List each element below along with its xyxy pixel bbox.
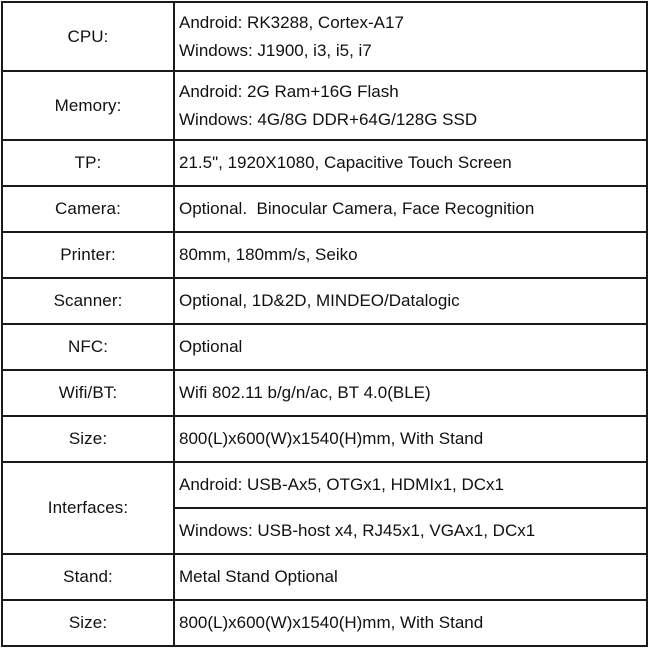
- spec-value-scanner: Optional, 1D&2D, MINDEO/Datalogic: [174, 278, 647, 324]
- spec-label-tp: TP:: [2, 140, 174, 186]
- spec-label-memory: Memory:: [2, 71, 174, 140]
- spec-row-interfaces: [2, 462, 647, 508]
- spec-label-wifi-bt: Wifi/BT:: [2, 370, 174, 416]
- spec-value-camera: Optional. Binocular Camera, Face Recognition: [174, 186, 647, 232]
- spec-row-printer: [2, 232, 647, 278]
- spec-label-camera: Camera:: [2, 186, 174, 232]
- spec-value-line: Android: 2G Ram+16G Flash: [179, 81, 399, 101]
- spec-table: [1, 1, 648, 647]
- spec-row-wifi-bt: [2, 370, 647, 416]
- spec-value-nfc: Optional: [174, 324, 647, 370]
- spec-value-cpu: [174, 2, 647, 71]
- spec-row-tp: [2, 140, 647, 186]
- spec-label-nfc: NFC:: [2, 324, 174, 370]
- spec-row-cpu: [2, 2, 647, 71]
- spec-value-interfaces-android: Android: USB-Ax5, OTGx1, HDMIx1, DCx1: [174, 462, 647, 508]
- spec-label-stand: Stand:: [2, 554, 174, 600]
- spec-label-cpu: CPU:: [2, 2, 174, 71]
- spec-value-interfaces-windows: Windows: USB-host x4, RJ45x1, VGAx1, DCx1: [174, 508, 647, 554]
- spec-value-line: Windows: 4G/8G DDR+64G/128G SSD: [179, 109, 478, 129]
- spec-value-size: 800(L)x600(W)x1540(H)mm, With Stand: [174, 416, 647, 462]
- spec-value-line: Android: RK3288, Cortex-A17: [179, 12, 404, 32]
- spec-row-stand: [2, 554, 647, 600]
- spec-value-stand: Metal Stand Optional: [174, 554, 647, 600]
- spec-row-scanner: [2, 278, 647, 324]
- spec-value-wifi-bt: Wifi 802.11 b/g/n/ac, BT 4.0(BLE): [174, 370, 647, 416]
- spec-row-size: [2, 416, 647, 462]
- spec-row-camera: [2, 186, 647, 232]
- spec-value-memory: [174, 71, 647, 140]
- spec-row-memory: [2, 71, 647, 140]
- spec-value-tp: 21.5", 1920X1080, Capacitive Touch Screen: [174, 140, 647, 186]
- spec-label-scanner: Scanner:: [2, 278, 174, 324]
- spec-value-size-2: 800(L)x600(W)x1540(H)mm, With Stand: [174, 600, 647, 646]
- spec-value-printer: 80mm, 180mm/s, Seiko: [174, 232, 647, 278]
- spec-row-size-2: [2, 600, 647, 646]
- spec-row-nfc: [2, 324, 647, 370]
- spec-value-line: Windows: J1900, i3, i5, i7: [179, 40, 372, 60]
- spec-label-printer: Printer:: [2, 232, 174, 278]
- spec-label-size-2: Size:: [2, 600, 174, 646]
- spec-label-size: Size:: [2, 416, 174, 462]
- spec-label-interfaces: Interfaces:: [2, 462, 174, 554]
